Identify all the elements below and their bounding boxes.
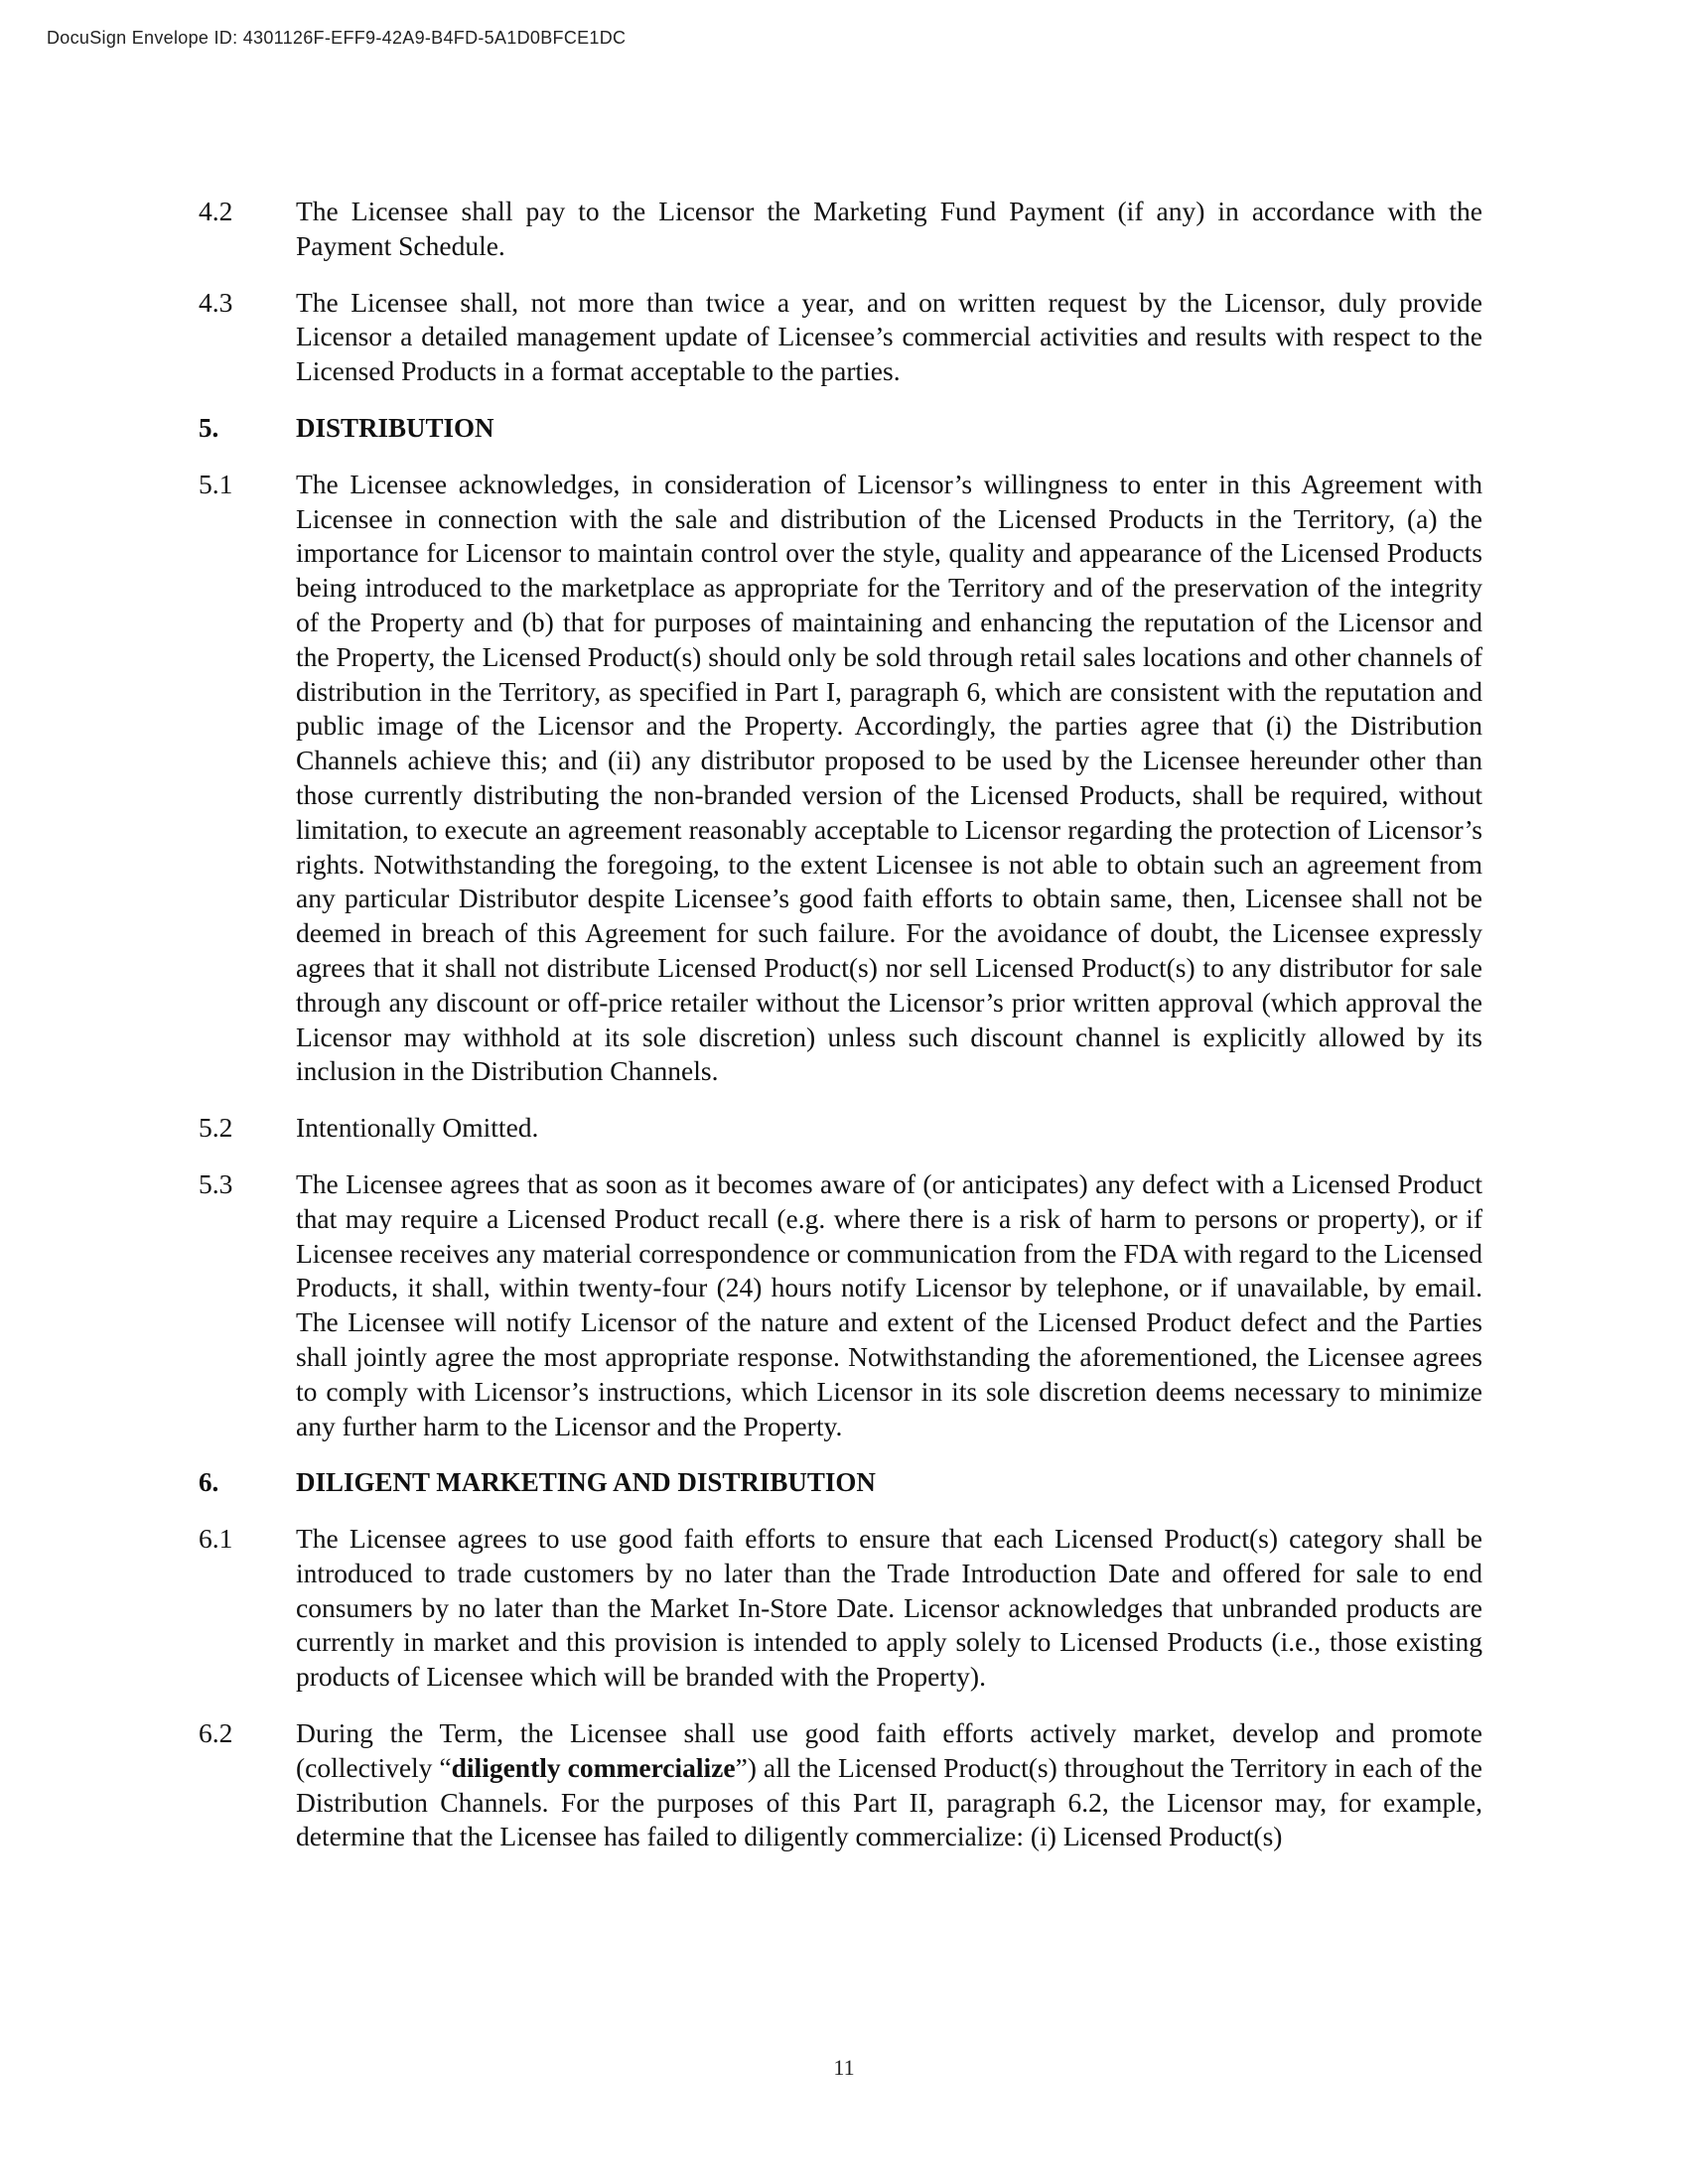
clause-number: 6.2 — [199, 1717, 233, 1749]
section-heading-5 — [199, 411, 1489, 446]
clause-text-before: During the Term, the Licensee shall use good faith efforts actively market, develop and promote (collectively “ — [296, 1717, 1482, 1783]
clause-text: The Licensee acknowledges, in consideration of Licensor’s willingness to enter in this Agreement with Licensee in connection with the sale and distribution of the Licensed Products in the Territory, (a) the importance for Licensor to maintain control over the style, quality and appearance of the Licensed Products being introduced to the marketplace as appropriate for the Territory and of the preservation of the integrity of the Property and (b) that for purposes of maintaining and enhancing the reputation of the Licensor and the Property, the Licensed Product(s) should only be sold through retail sales locations and other channels of distribution in the Territory, as specified in Part I, paragraph 6, which are consistent with the reputation and public image of the Licensor and the Property. Accordingly, the parties agree that (i) the Distribution Channels achieve this; and (ii) any distributor proposed to be used by the Licensee hereunder other than those currently distributing the non-branded version of the Licensed Products, shall be required, without limitation, to execute an agreement reasonably acceptable to Licensor regarding the protection of Licensor’s rights. Notwithstanding the foregoing, to the extent Licensee is not able to obtain such an agreement from any particular Distributor despite Licensee’s good faith efforts to obtain same, then, Licensee shall not be deemed in breach of this Agreement for such failure. For the avoidance of doubt, the Licensee expressly agrees that it shall not distribute Licensed Product(s) nor sell Licensed Product(s) to any distributor for sale through any discount or off-price retailer without the Licensor’s prior written approval (which approval the Licensor may withhold at its sole discretion) unless such discount channel is explicitly allowed by its inclusion in the Distribution Channels. — [296, 468, 1482, 1087]
clause-number: 5.1 — [199, 468, 233, 499]
section-number: 5. — [199, 412, 219, 443]
clause-text: The Licensee agrees that as soon as it becomes aware of (or anticipates) any defect with a Licensed Product that may require a Licensed Product recall (e.g. where there is a risk of harm to persons or property), or if Licensee receives any material correspondence or communication from the FDA with regard to the Licensed Products, it shall, within twenty-four (24) hours notify Licensor by telephone, or if unavailable, by email. The Licensee will notify Licensor of the nature and extent of the Licensed Product defect and the Parties shall jointly agree the most appropriate response. Notwithstanding the aforementioned, the Licensee agrees to comply with Licensor’s instructions, which Licensor in its sole discretion deems necessary to minimize any further harm to the Licensor and the Property. — [296, 1167, 1482, 1441]
section-number: 6. — [199, 1467, 219, 1498]
clause-5-2 — [199, 1111, 1489, 1146]
clause-number: 4.3 — [199, 286, 233, 318]
clause-text: The Licensee agrees to use good faith efforts to ensure that each Licensed Product(s) category shall be introduced to trade customers by no later than the Trade Introduction Date and offered for sale to end consumers by no later than the Market In-Store Date. Licensor acknowledges that unbranded products are currently in market and this provision is intended to apply solely to Licensed Products (i.e., those existing products of Licensee which will be branded with the Property). — [296, 1523, 1482, 1693]
clause-text: The Licensee shall pay to the Licensor the Marketing Fund Payment (if any) in accordance with the Payment Schedule. — [296, 196, 1482, 261]
clause-text: Intentionally Omitted. — [296, 1112, 539, 1144]
clause-text: The Licensee shall, not more than twice a year, and on written request by the Licensor, duly provide Licensor a detailed management update of Licensee’s commercial activities and results with respect to the Licensed Products in a format acceptable to the parties. — [296, 286, 1482, 387]
clause-4-2 — [199, 195, 1489, 264]
clause-5-3 — [199, 1167, 1489, 1443]
clause-number: 4.2 — [199, 196, 233, 226]
envelope-id-header: DocuSign Envelope ID: 4301126F-EFF9-42A9-B4FD-5A1D0BFCE1DC — [47, 28, 627, 48]
clause-text — [296, 1716, 1482, 1854]
document-body — [199, 195, 1489, 1854]
clause-5-1 — [199, 468, 1489, 1089]
clause-4-3 — [199, 286, 1489, 389]
clause-number: 5.2 — [199, 1112, 233, 1144]
section-title: DILIGENT MARKETING AND DISTRIBUTION — [296, 1467, 876, 1498]
clause-6-2 — [199, 1716, 1489, 1854]
clause-number: 6.1 — [199, 1523, 233, 1555]
page-number: 11 — [833, 2055, 855, 2080]
section-title: DISTRIBUTION — [296, 412, 494, 443]
defined-term: diligently commercialize — [451, 1751, 736, 1783]
clause-number: 5.3 — [199, 1167, 233, 1199]
section-heading-6 — [199, 1465, 1489, 1500]
clause-text-after: ”) all the Licensed Product(s) throughout the Territory in each of the Distribution Channels. For the purposes of this Part II, paragraph 6.2, the Licensor may, for example, determine that the Licensee has failed to diligently commercialize: (i) Licensed Product(s) — [296, 1751, 1482, 1852]
clause-6-1 — [199, 1522, 1489, 1695]
